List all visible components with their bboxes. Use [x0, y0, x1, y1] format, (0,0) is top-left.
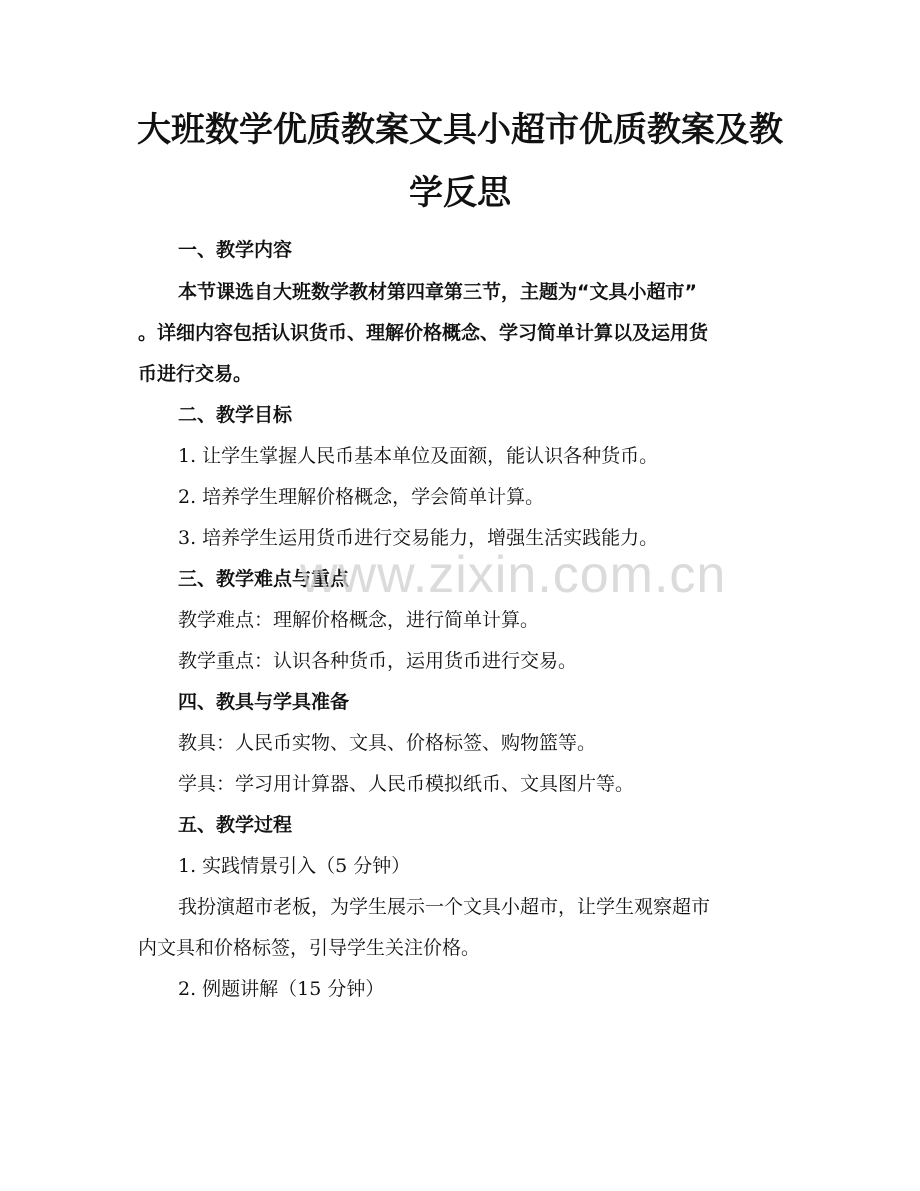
section-heading-materials: 四、教具与学具准备: [178, 691, 350, 713]
document-title-line-1: 大班数学优质教案文具小超市优质教案及教: [137, 110, 783, 150]
content-paragraph-line-2: 。详细内容包括认识货币、理解价格概念、学习简单计算以及运用货: [138, 322, 709, 344]
section-heading-content: 一、教学内容: [178, 239, 293, 261]
teaching-aids-text: 教具：人民币实物、文具、价格标签、购物篮等。: [178, 732, 597, 754]
content-paragraph-line-1: 本节课选自大班数学教材第四章第三节，主题为“文具小超市”: [178, 281, 697, 303]
document-title-line-2: 学反思: [409, 173, 511, 213]
process-step-1-line-1: 我扮演超市老板，为学生展示一个文具小超市，让学生观察超市: [178, 896, 711, 918]
section-heading-difficulty: 三、教学难点与重点: [178, 568, 350, 590]
content-paragraph-line-3: 币进行交易。: [138, 363, 253, 385]
section-heading-process: 五、教学过程: [178, 814, 293, 836]
process-step-1-title: 1. 实践情景引入（5 分钟）: [178, 855, 411, 877]
objective-item-3: 3. 培养学生运用货币进行交易能力，增强生活实践能力。: [178, 527, 659, 549]
objective-item-1: 1. 让学生掌握人民币基本单位及面额，能认识各种货币。: [178, 445, 659, 467]
objective-item-2: 2. 培养学生理解价格概念，学会简单计算。: [178, 486, 545, 508]
watermark: www.zixin.com.cn: [300, 546, 727, 604]
section-heading-objectives: 二、教学目标: [178, 404, 293, 426]
difficulty-text: 教学难点：理解价格概念，进行简单计算。: [178, 609, 540, 631]
process-step-2-title: 2. 例题讲解（15 分钟）: [178, 978, 385, 1000]
key-point-text: 教学重点：认识各种货币，运用货币进行交易。: [178, 650, 578, 672]
learning-aids-text: 学具：学习用计算器、人民币模拟纸币、文具图片等。: [178, 773, 635, 795]
process-step-1-line-2: 内文具和价格标签，引导学生关注价格。: [138, 937, 481, 959]
